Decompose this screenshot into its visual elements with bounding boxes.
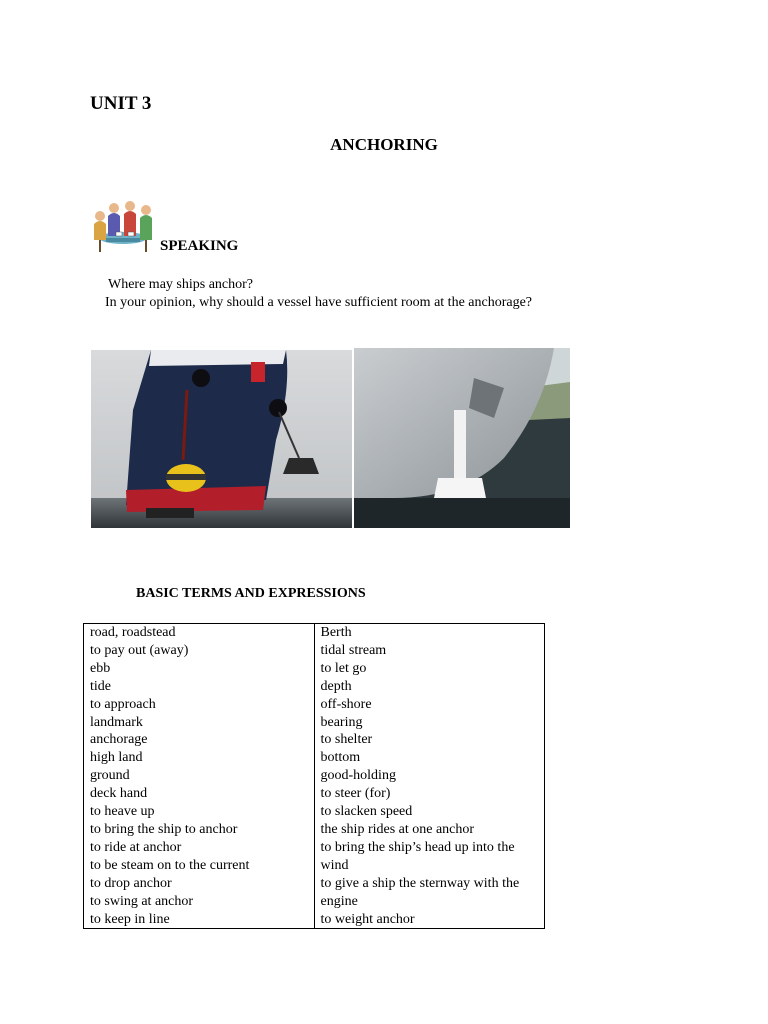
term-item: wind	[320, 857, 349, 873]
discussion-clipart-image	[90, 196, 156, 254]
term-item: bearing	[320, 714, 363, 730]
term-item: to approach	[90, 696, 156, 712]
table-row	[84, 624, 545, 929]
term-item: tidal stream	[320, 642, 387, 658]
question-text: Where may ships anchor?	[108, 277, 253, 292]
question-text: In your opinion, why should a vessel have sufficient room at the anchorage?	[105, 295, 533, 310]
term-item: to slacken speed	[320, 804, 413, 820]
term-item: to ride at anchor	[90, 839, 182, 855]
term-item: to drop anchor	[90, 875, 172, 891]
term-item: to let go	[320, 660, 367, 676]
term-item: deck hand	[90, 786, 148, 802]
term-item: ground	[90, 768, 130, 784]
term-item: bottom	[320, 750, 361, 766]
term-item: to bring the ship to anchor	[90, 821, 238, 837]
term-item: to weight anchor	[320, 911, 415, 927]
term-item: to bring the ship’s head up into the	[320, 839, 515, 855]
unit-heading: UNIT 3	[90, 93, 152, 114]
term-item: the ship rides at one anchor	[320, 821, 475, 837]
term-item: to shelter	[320, 732, 373, 748]
term-item: off-shore	[320, 696, 372, 712]
term-item: to heave up	[90, 804, 155, 820]
hull-anchor-photo	[354, 348, 570, 528]
speaking-label: SPEAKING	[160, 238, 239, 254]
terms-right-column	[314, 624, 545, 929]
term-item: high land	[90, 750, 143, 766]
ship-anchor-photo	[91, 350, 352, 528]
terms-left-column	[84, 624, 315, 929]
term-item: Berth	[320, 625, 352, 640]
term-item: anchorage	[90, 732, 148, 748]
term-item: depth	[320, 678, 352, 694]
terms-title: BASIC TERMS AND EXPRESSIONS	[136, 586, 366, 601]
term-item: to pay out (away)	[90, 642, 189, 658]
term-item: to give a ship the sternway with the	[320, 875, 520, 891]
term-item: to keep in line	[90, 911, 170, 927]
term-item: tide	[90, 678, 111, 694]
term-item: to swing at anchor	[90, 893, 194, 909]
term-item: to be steam on to the current	[90, 857, 250, 873]
term-item: road, roadstead	[90, 625, 176, 640]
page-title: ANCHORING	[330, 135, 438, 154]
terms-table	[83, 623, 545, 929]
term-item: landmark	[90, 714, 143, 730]
term-item: good-holding	[320, 768, 396, 784]
term-item: to steer (for)	[320, 786, 391, 802]
term-item: ebb	[90, 660, 111, 676]
term-item: engine	[320, 893, 358, 909]
